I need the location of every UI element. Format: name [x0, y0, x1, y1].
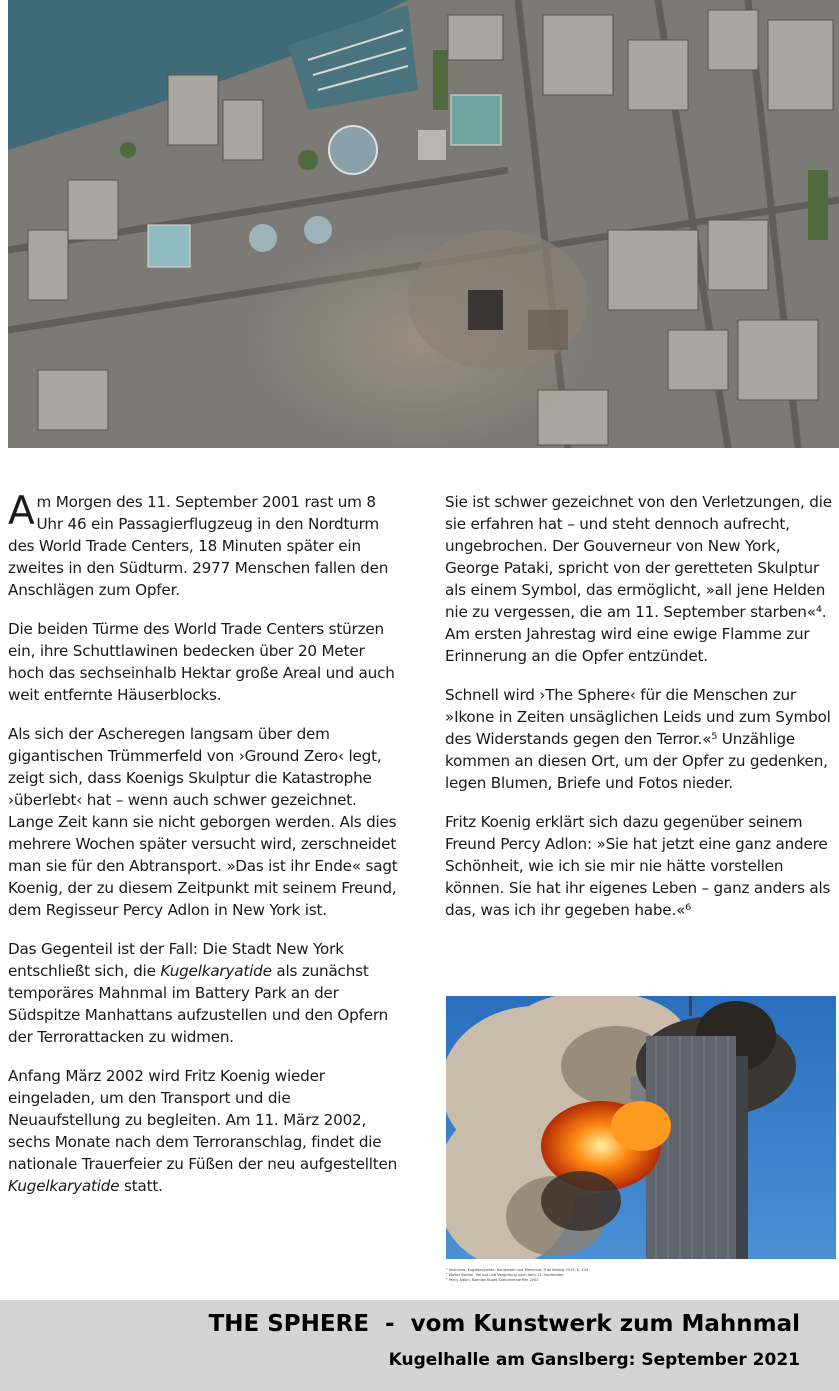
- footnote: ⁶ Percy Adlon, Koenigs Kugel, Dokumentarfilm 2002: [446, 1278, 539, 1282]
- article-right-column: [445, 491, 833, 938]
- article-paragraph: Das Gegenteil ist der Fall: Die Stadt New York entschließt sich, die Kugelkaryatide als zunächst temporäres Mahnmal im Battery Park an der Südspitze Manhattans aufzustellen und den Opfern der Terrorattacken zu widmen.: [8, 940, 389, 1046]
- aerial-photo: [8, 0, 839, 448]
- footer-banner: [0, 1300, 839, 1391]
- drop-cap: A: [8, 489, 35, 534]
- article-paragraph: Fritz Koenig erklärt sich dazu gegenüber seinem Freund Percy Adlon: »Sie hat jetzt eine ganz andere Schönheit, wie ich sie mir nie hätte vorstellen können. Sie hat ihr eigenes Leben – ganz anders als das, was ich ihr gegeben habe.«⁶: [445, 813, 831, 919]
- article-paragraph: Die beiden Türme des World Trade Centers stürzen ein, ihre Schuttlawinen bedecken über 20 Meter hoch das sechseinhalb Hektar große Areal und auch weit entfernte Häuserblocks.: [8, 620, 395, 704]
- footer-subtitle: Kugelhalle am Ganslberg: September 2021: [388, 1350, 800, 1370]
- footnote: ⁴ Interview, Kugelkaryatide, Kunstwerk und Mahnmal; Fritz Koenig 2019, S. 134: [446, 1268, 589, 1272]
- footnotes: [446, 1268, 836, 1283]
- article-paragraph: Anfang März 2002 wird Fritz Koenig wieder eingeladen, um den Transport und die Neuaufstellung zu begleiten. Am 11. März 2002, sechs Monate nach dem Terroranschlag, findet die nationale Trauerfeier zu Füßen der neu aufgestellten Kugelkaryatide statt.: [8, 1067, 398, 1195]
- article-paragraph: Schnell wird ›The Sphere‹ für die Menschen zur »Ikone in Zeiten unsäglichen Leids und zum Symbol des Widerstands gegen den Terror.«⁵ Unzählige kommen an diesen Ort, um der Opfer zu gedenken, legen Blumen, Briefe und Fotos nieder.: [445, 686, 831, 792]
- article-paragraph: Sie ist schwer gezeichnet von den Verletzungen, die sie erfahren hat – und steht dennoch aufrecht, ungebrochen. Der Gouverneur von New York, George Pataki, spricht von der geretteten Skulptur als einem Symbol, das ermöglicht, »all jene Helden nie zu vergessen, die am 11. September starben«⁴. Am ersten Jahrestag wird eine ewige Flamme zur Erinnerung an die Opfer entzündet.: [445, 493, 832, 665]
- footnote: ⁵ Walter Barber, Verlust und Vergeltung nach dem 11. September: [446, 1273, 564, 1277]
- footer-title: THE SPHERE - vom Kunstwerk zum Mahnmal: [208, 1311, 800, 1337]
- article-paragraph: Am Morgen des 11. September 2001 rast um 8 Uhr 46 ein Passagierflugzeug in den Nordturm des World Trade Centers, 18 Minuten später ein zweites in den Südturm. 2977 Menschen fallen den Anschlägen zum Opfer.: [8, 489, 389, 599]
- tower-photo: [446, 996, 836, 1259]
- article-paragraph: Als sich der Ascheregen langsam über dem gigantischen Trümmerfeld von ›Ground Zero‹ legt, zeigt sich, dass Koenigs Skulptur die Katastrophe ›überlebt‹ hat – wenn auch schwer gezeichnet. Lange Zeit kann sie nicht geborgen werden. Als dies mehrere Wochen später versucht wird, zerschneidet man sie für den Abtransport. »Das ist ihr Ende« sagt Koenig, der zu diesem Zeitpunkt mit seinem Freund, dem Regisseur Percy Adlon in New York ist.: [8, 725, 398, 919]
- article-left-column: [8, 491, 400, 1214]
